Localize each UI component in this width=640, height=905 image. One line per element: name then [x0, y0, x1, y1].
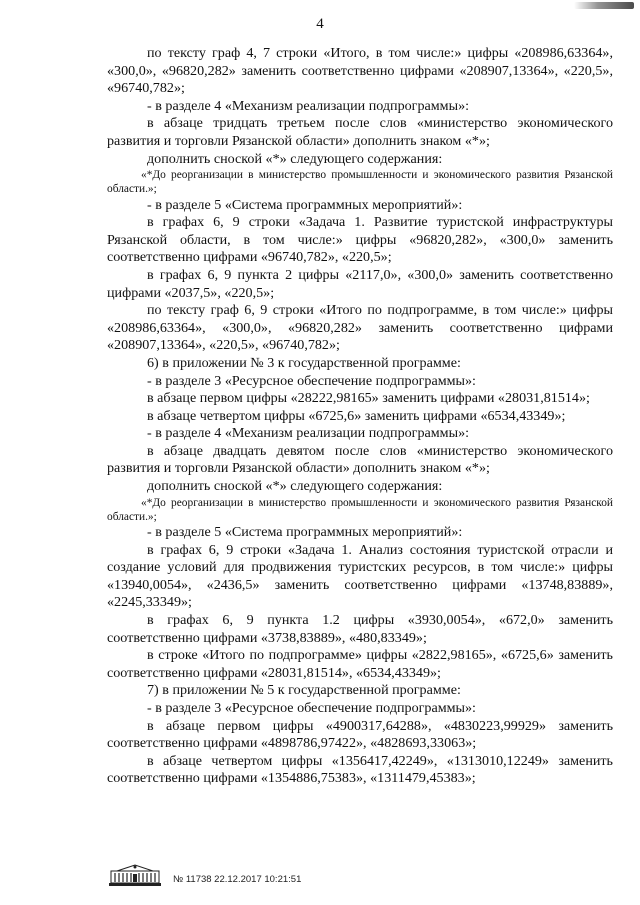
paragraph: - в разделе 5 «Система программных мероприятий»:	[147, 196, 463, 213]
scan-artifact	[574, 2, 634, 9]
paragraph: - в разделе 5 «Система программных мероприятий»:	[147, 524, 463, 541]
document-footer	[107, 862, 301, 888]
paragraph: в строке «Итого по подпрограмме» цифры «2822,98165», «6725,6» заменить соответственно цифрами «28031,81514», «6534,43349»;	[107, 647, 613, 681]
page-number: 4	[316, 16, 324, 32]
paragraph: в графах 6, 9 строки «Задача 1. Анализ состояния туристской отрасли и создание условий для продвижения туристских ресурсов, в том числе:» цифры «13940,0054», «2436,5» заменить соответственно цифрами «13748,83889», «2245,33349»;	[107, 541, 613, 611]
paragraph: в графах 6, 9 пункта 1.2 цифры «3930,0054», «672,0» заменить соответственно цифрами «3738,83889», «480,83349»;	[107, 612, 613, 646]
paragraph: 6) в приложении № 3 к государственной программе:	[147, 354, 461, 371]
paragraph: по тексту граф 4, 7 строки «Итого, в том числе:» цифры «208986,63364», «300,0», «96820,282» заменить соответственно цифрами «208907,13364», «220,5», «96740,782»;	[107, 45, 613, 97]
paragraph: дополнить сноской «*» следующего содержания:	[147, 150, 443, 167]
paragraph: в графах 6, 9 пункта 2 цифры «2117,0», «300,0» заменить соответственно цифрами «2037,5», «220,5»;	[107, 266, 613, 301]
paragraph: в абзаце тридцать третьем после слов «министерство экономического развития и торговли Рязанской области» дополнить знаком «*»;	[107, 115, 613, 149]
paragraph: - в разделе 3 «Ресурсное обеспечение подпрограммы»:	[147, 700, 476, 716]
document-body	[107, 45, 613, 788]
paragraph: по тексту граф 6, 9 строки «Итого по подпрограмме, в том числе:» цифры «208986,63364», «300,0», «96820,282» заменить соответственно цифрами «208907,13364», «220,5», «96740,782»;	[107, 302, 613, 354]
registration-stamp: № 11738 22.12.2017 10:21:51	[173, 874, 302, 885]
paragraph: в графах 6, 9 строки «Задача 1. Развитие туристской инфраструктуры Рязанской области, в том числе:» цифры «96820,282», «300,0» заменить соответственно цифрами «96740,782», «220,5»;	[107, 214, 613, 266]
paragraph: в абзаце четвертом цифры «1356417,42249», «1313010,12249» заменить соответственно цифрами «1354886,75383», «1311479,45383»;	[107, 752, 613, 787]
paragraph: в абзаце первом цифры «4900317,64288», «4830223,99929» заменить соответственно цифрами «4898786,97422», «4828693,33063»;	[107, 717, 613, 752]
paragraph: - в разделе 4 «Механизм реализации подпрограммы»:	[147, 97, 470, 114]
footnote-paragraph: «*До реорганизации в министерство промышленности и экономического развития Рязанской области.»;	[107, 169, 613, 196]
paragraph: в абзаце четвертом цифры «6725,6» заменить цифрами «6534,43349»;	[147, 407, 566, 424]
paragraph: в абзаце первом цифры «28222,98165» заменить цифрами «28031,81514»;	[147, 390, 590, 407]
government-building-stamp-icon	[107, 862, 163, 888]
paragraph: - в разделе 3 «Ресурсное обеспечение подпрограммы»:	[147, 372, 476, 389]
paragraph: - в разделе 4 «Механизм реализации подпрограммы»:	[147, 425, 470, 442]
footnote-paragraph: «*До реорганизации в министерство промышленности и экономического развития Рязанской области.»;	[107, 496, 613, 523]
paragraph: дополнить сноской «*» следующего содержания:	[147, 478, 443, 495]
paragraph: в абзаце двадцать девятом после слов «министерство экономического развития и торговли Рязанской области» дополнить знаком «*»;	[107, 442, 613, 477]
paragraph: 7) в приложении № 5 к государственной программе:	[147, 682, 461, 699]
